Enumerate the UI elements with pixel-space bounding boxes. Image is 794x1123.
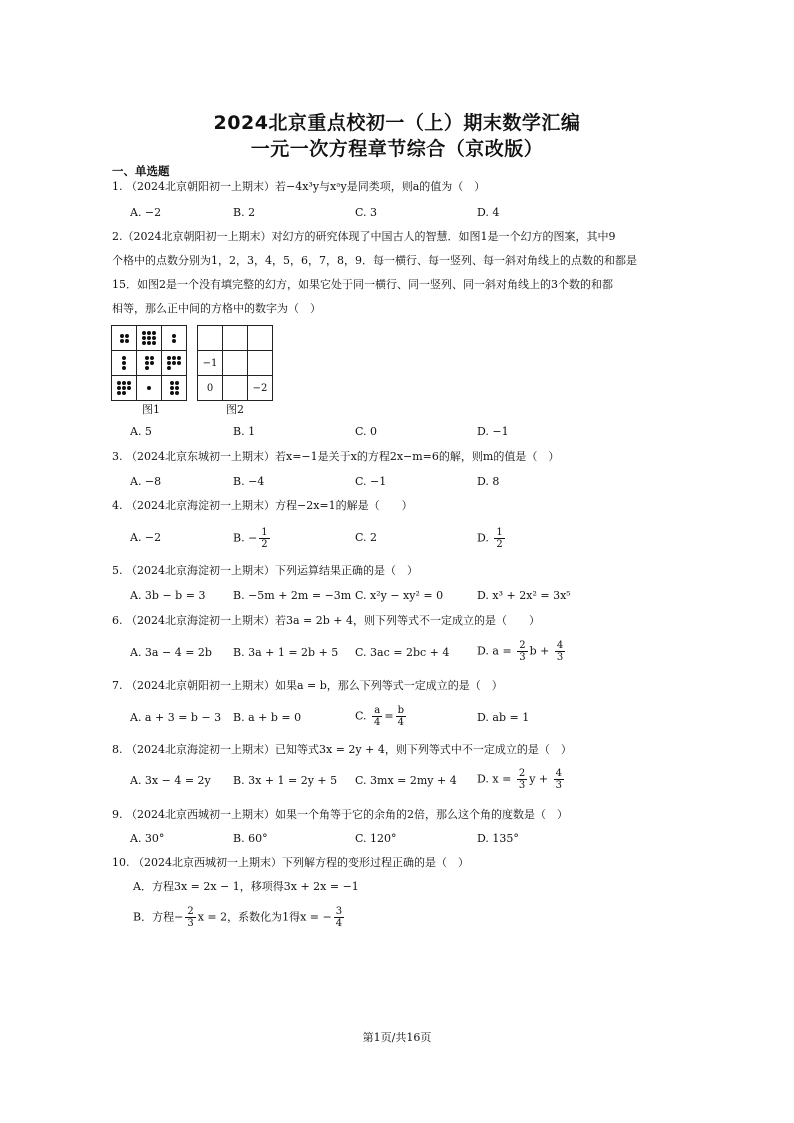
option-c: C. 3ac = 2bc + 4	[355, 646, 450, 659]
option-b: B. a + b = 0	[233, 711, 302, 724]
dot	[167, 356, 171, 360]
dot-cluster	[112, 327, 136, 349]
dot	[120, 334, 124, 338]
dot	[145, 356, 149, 360]
dot	[147, 336, 151, 340]
question-9	[112, 803, 692, 827]
dot	[145, 361, 149, 365]
question-text: （2024北京海淀初一上期末）下列运算结果正确的是（ ）	[126, 564, 418, 577]
question-2	[112, 225, 692, 321]
grid-cell	[137, 351, 162, 376]
grid-cell	[248, 351, 273, 376]
question-8	[112, 738, 692, 762]
magic-square-figure-2	[197, 325, 273, 401]
dot	[172, 334, 176, 338]
grid-cell	[223, 376, 248, 401]
question-text: （2024北京朝阳初一上期末）若−4x³y与xᵃy是同类项，则a的值为（ ）	[126, 180, 486, 193]
question-6-options	[130, 640, 690, 663]
document-title: 2024北京重点校初一（上）期末数学汇编	[213, 112, 581, 134]
dot	[175, 386, 179, 390]
grid-cell: 0	[198, 376, 223, 401]
fraction: $\frac{4}{3}$	[555, 768, 563, 791]
dot	[170, 386, 174, 390]
dot-cluster	[137, 377, 161, 399]
question-5	[112, 559, 692, 583]
dot	[170, 381, 174, 385]
question-9-options	[130, 832, 690, 852]
option-d: D. a = $\frac{2}{3}$ b + $\frac{4}{3}$	[477, 640, 564, 663]
option-a: A. 30°	[130, 832, 165, 845]
dot	[177, 356, 181, 360]
question-number: 1.	[112, 180, 123, 193]
incomplete-magic-square-grid	[197, 325, 273, 401]
option-a: A. 5	[130, 425, 152, 438]
page-footer: 第1页/共16页	[362, 1031, 432, 1044]
grid-cell	[112, 326, 137, 351]
dot	[175, 391, 179, 395]
option-b: B. 3a + 1 = 2b + 5	[233, 646, 339, 659]
dot-cluster	[137, 327, 161, 349]
dot	[122, 391, 126, 395]
figure-2-caption: 图2	[226, 403, 244, 416]
fraction: $\frac{a}{4}$	[374, 705, 381, 728]
option-a: A. 3x − 4 = 2y	[130, 774, 211, 787]
fraction: $\frac{1}{2}$	[496, 527, 503, 550]
dot	[127, 381, 131, 385]
dot	[125, 339, 129, 343]
question-number: 8.	[112, 743, 123, 756]
option-a: A. a + 3 = b − 3	[130, 711, 222, 724]
option-d: D. x³ + 2x² = 3x⁵	[477, 589, 571, 602]
grid-cell	[198, 326, 223, 351]
question-1	[112, 175, 692, 199]
question-text: （2024北京东城初一上期末）若x=−1是关于x的方程2x−m=6的解，则m的值是（ ）	[126, 450, 560, 463]
dot	[122, 386, 126, 390]
dot	[122, 356, 126, 360]
question-text-line: 个格中的点数分别为1，2，3，4，5，6，7，8，9．每一横行、每一竖列、每一斜对角线上的点数的和都是	[112, 254, 637, 267]
fraction: $\frac{b}{4}$	[397, 705, 405, 728]
dot	[122, 366, 126, 370]
option-c: C. −1	[355, 475, 387, 488]
question-2-options	[130, 425, 690, 445]
dot	[127, 386, 131, 390]
question-number: 4.	[112, 499, 123, 512]
option-c: C. $\frac{a}{4}$ = $\frac{b}{4}$	[355, 705, 405, 728]
dot	[152, 331, 156, 335]
option-a: A．方程3x = 2x − 1，移项得3x + 2x = −1	[133, 880, 359, 893]
dot	[172, 339, 176, 343]
figure-1-caption: 图1	[142, 403, 160, 416]
option-b: B. − $\frac{1}{2}$	[233, 527, 268, 550]
fraction: $\frac{3}{4}$	[335, 906, 343, 929]
dot-cluster	[162, 327, 186, 349]
question-text-line: （2024北京朝阳初一上期末）对幻方的研究体现了中国古人的智慧．如图1是一个幻方的图案，其中9	[122, 230, 616, 243]
option-d: D. 135°	[477, 832, 519, 845]
dot	[125, 334, 129, 338]
grid-cell	[112, 376, 137, 401]
question-number: 9.	[112, 808, 123, 821]
section-heading: 一、单选题	[112, 164, 170, 178]
question-5-options	[130, 589, 690, 609]
dot	[150, 361, 154, 365]
question-number: 3.	[112, 450, 123, 463]
dot	[117, 386, 121, 390]
dot-cluster	[112, 377, 136, 399]
dot	[117, 381, 121, 385]
dot	[120, 339, 124, 343]
grid-cell: −1	[198, 351, 223, 376]
dot	[142, 336, 146, 340]
dot-cluster	[162, 377, 186, 399]
document-subtitle: 一元一次方程章节综合（京改版）	[250, 138, 544, 160]
grid-cell	[137, 326, 162, 351]
magic-square-grid	[111, 325, 187, 401]
dot	[150, 356, 154, 360]
dot	[145, 366, 149, 370]
option-b: B. 2	[233, 206, 256, 219]
question-text: （2024北京朝阳初一上期末）如果a = b，那么下列等式一定成立的是（ ）	[126, 679, 503, 692]
grid-cell	[162, 376, 187, 401]
grid-cell	[162, 351, 187, 376]
fraction: $\frac{4}{3}$	[556, 640, 564, 663]
question-text: （2024北京海淀初一上期末）若3a = 2b + 4，则下列等式不一定成立的是（ ）	[126, 614, 541, 627]
option-b: B. −5m + 2m = −3m	[233, 589, 352, 602]
dot	[167, 366, 171, 370]
fraction: $\frac{2}{3}$	[518, 768, 526, 791]
dot	[117, 391, 121, 395]
question-text: （2024北京西城初一上期末）如果一个角等于它的余角的2倍，那么这个角的度数是（ ）	[126, 808, 568, 821]
option-d: D. $\frac{1}{2}$	[477, 527, 503, 550]
option-d: D. ab = 1	[477, 711, 530, 724]
question-number: 2.	[112, 230, 123, 243]
option-d: D. x = $\frac{2}{3}$ y + $\frac{4}{3}$	[477, 768, 563, 791]
question-3	[112, 445, 692, 469]
grid-cell: −2	[248, 376, 273, 401]
option-a: A. 3a − 4 = 2b	[130, 646, 212, 659]
question-8-options	[130, 768, 690, 791]
option-b: B．方程− $\frac{2}{3}$ x = 2，系数化为1得x = − $\frac{3}{4}$	[133, 906, 343, 929]
dot	[175, 381, 179, 385]
option-b: B. −4	[233, 475, 265, 488]
dot	[172, 361, 176, 365]
grid-cell	[137, 376, 162, 401]
dot	[122, 361, 126, 365]
dot	[167, 361, 171, 365]
dot	[142, 341, 146, 345]
question-text-line: 相等，那么正中间的方格中的数字为（ ）	[112, 302, 321, 315]
dot	[147, 341, 151, 345]
question-text: （2024北京西城初一上期末）下列解方程的变形过程正确的是（ ）	[133, 856, 469, 869]
dot	[172, 356, 176, 360]
option-c: C. 0	[355, 425, 378, 438]
question-number: 5.	[112, 564, 123, 577]
question-text: （2024北京海淀初一上期末）已知等式3x = 2y + 4，则下列等式中不一定成立的是（ ）	[126, 743, 572, 756]
dot	[122, 381, 126, 385]
question-number: 7.	[112, 679, 123, 692]
question-number: 6.	[112, 614, 123, 627]
magic-square-figure-1	[111, 325, 187, 401]
option-a: A. 3b − b = 3	[130, 589, 206, 602]
option-c: C. 2	[355, 531, 378, 544]
question-3-options	[130, 475, 690, 495]
question-7	[112, 674, 692, 698]
fraction: $\frac{2}{3}$	[519, 640, 526, 663]
dot	[142, 331, 146, 335]
option-c: C. x²y − xy² = 0	[355, 589, 444, 602]
question-10	[112, 851, 692, 875]
dot	[170, 391, 174, 395]
option-a: A. −2	[130, 206, 162, 219]
option-b: B. 3x + 1 = 2y + 5	[233, 774, 338, 787]
option-d: D. 8	[477, 475, 500, 488]
question-4-options	[130, 527, 690, 550]
dot	[147, 331, 151, 335]
grid-cell	[223, 326, 248, 351]
question-7-options	[130, 705, 690, 728]
dot	[152, 336, 156, 340]
dot	[147, 386, 151, 390]
option-b: B. 1	[233, 425, 256, 438]
option-a: A. −8	[130, 475, 162, 488]
question-1-options	[130, 206, 690, 226]
question-6	[112, 609, 692, 633]
question-4	[112, 494, 692, 518]
dot	[177, 361, 181, 365]
dot-cluster	[162, 352, 186, 374]
fraction: $\frac{1}{2}$	[261, 527, 268, 550]
grid-cell	[223, 351, 248, 376]
option-d: D. 4	[477, 206, 500, 219]
option-c: C. 3	[355, 206, 378, 219]
question-number: 10.	[112, 856, 130, 869]
dot-cluster	[137, 352, 161, 374]
option-b: B. 60°	[233, 832, 268, 845]
question-text: （2024北京海淀初一上期末）方程−2x=1的解是（ ）	[126, 499, 413, 512]
fraction: $\frac{2}{3}$	[187, 906, 194, 929]
question-text-line: 15．如图2是一个没有填完整的幻方，如果它处于同一横行、同一竖列、同一斜对角线上的3个数的和都	[112, 278, 613, 291]
dot-cluster	[112, 352, 136, 374]
dot	[152, 341, 156, 345]
option-c: C. 3mx = 2my + 4	[355, 774, 457, 787]
grid-cell	[248, 326, 273, 351]
grid-cell	[112, 351, 137, 376]
option-c: C. 120°	[355, 832, 397, 845]
option-d: D. −1	[477, 425, 509, 438]
grid-cell	[162, 326, 187, 351]
option-a: A. −2	[130, 531, 162, 544]
